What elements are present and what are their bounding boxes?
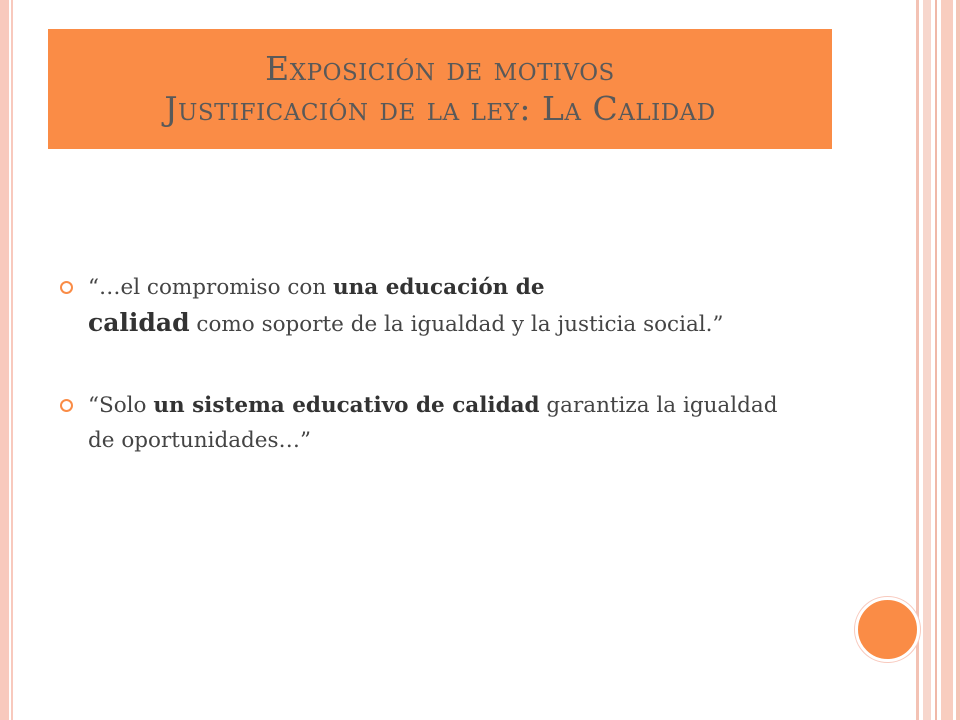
stripe [935,0,937,720]
right-decorative-stripes [916,0,960,720]
bullet-bold-text: una educación de [333,275,545,300]
bullet-emphasis-text: calidad [88,308,190,337]
stripe [923,0,931,720]
slide-title-line-1: Exposición de motivos [265,49,615,88]
title-banner [48,29,832,149]
stripe [941,0,953,720]
bullet-text: garantiza la igualdad de oportunidades…” [88,393,778,453]
bullet-text: como soporte de la igualdad y la justicia social.” [189,312,724,337]
bullet-circle-icon [60,281,73,294]
bullet-list [60,270,780,458]
bullet-text: “Solo [88,393,154,418]
slide-title-line-2: Justificación de la ley: La Calidad [164,89,716,128]
stripe [916,0,919,720]
bullet-item [60,388,780,458]
bullet-circle-icon [60,399,73,412]
left-decorative-bar [0,0,9,720]
bullet-text: “…el compromiso con [88,275,334,300]
bullet-item [60,270,780,342]
left-decorative-line [11,0,13,720]
bullet-bold-text: un sistema educativo de calidad [153,393,540,418]
decorative-orange-circle [855,597,920,662]
stripe [956,0,960,720]
